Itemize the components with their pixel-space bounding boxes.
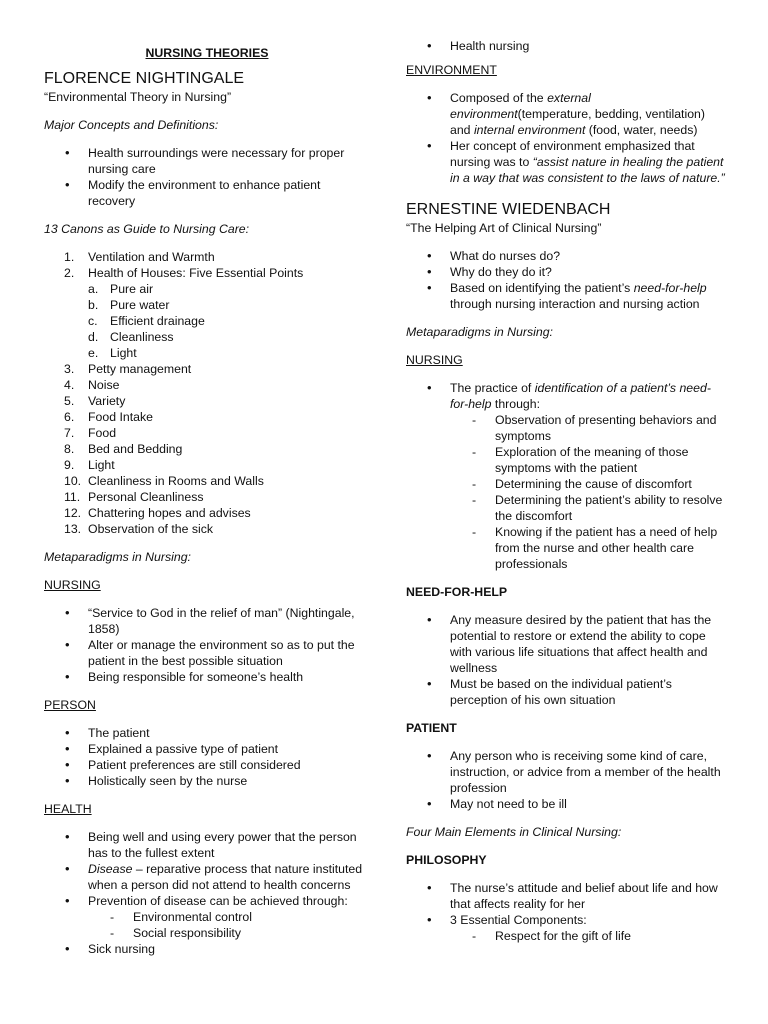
list-item: b. Pure water [88,298,170,312]
left-column [44,0,370,957]
list-item: • The practice of identification of a patient’s need-for-help through: - Observation of presenting behaviors and symptoms - Exploration of the meaning of those symptoms with the patient - Determining the cause of discomfort - Determining the patient’s ability to resolve the discomfort - Knowing if the patient has a need of help from the nurse and other health care professionals [450,380,728,572]
list-item: • Composed of the external environment(temperature, bedding, ventilation) and internal environment (food, water, needs) [450,90,728,138]
list-item: a. Pure air [88,282,154,296]
list-item: • Alter or manage the environment so as to put the patient in the best possible situation [88,637,370,669]
list-item: 13. Observation of the sick [64,522,214,536]
canons-heading: 13 Canons as Guide to Nursing Care: [44,222,250,236]
list-item: • Patient preferences are still considered [88,757,370,773]
list-item: 8. Bed and Bedding [64,442,183,456]
patient-list [406,748,728,812]
nursing-list [406,380,728,572]
theory-subtitle: “The Helping Art of Clinical Nursing” [406,221,602,235]
list-item: • Being responsible for someone’s health [88,669,370,685]
list-item: - Determining the patient’s ability to resolve the discomfort [495,492,728,524]
list-item: • Disease – reparative process that nature instituted when a person did not attend to health concerns [88,861,370,893]
metaparadigms-heading: Metaparadigms in Nursing: [44,550,191,564]
health-list-continued [406,38,728,54]
list-item: • Any measure desired by the patient that has the potential to restore or extend the ability to cope with various life situations that affect health and wellness [450,612,728,676]
list-item: • The nurse’s attitude and belief about life and how that affects reality for her [450,880,728,912]
list-item: • “Service to God in the relief of man” (Nightingale, 1858) [88,605,370,637]
list-item: • Prevention of disease can be achieved through: - Environmental control - Social responsibility [88,893,370,941]
person-heading: PERSON [44,698,96,712]
elements-heading: Four Main Elements in Clinical Nursing: [406,825,622,839]
prevention-list [88,909,370,941]
nursing-list [44,605,370,685]
list-item: • Sick nursing [88,941,370,957]
list-item: • The patient [88,725,370,741]
list-item: • Modify the environment to enhance patient recovery [88,177,370,209]
list-item: • Must be based on the individual patient’s perception of his own situation [450,676,728,708]
list-item: • Based on identifying the patient’s need-for-help through nursing interaction and nursing action [450,280,728,312]
environment-list [406,90,728,186]
person-list [44,725,370,789]
list-item: 7. Food [64,426,117,440]
list-item: • May not need to be ill [450,796,728,812]
document-title: NURSING THEORIES [145,46,269,60]
metaparadigms-heading: Metaparadigms in Nursing: [406,325,553,339]
theorist-name-wiedenbach: ERNESTINE WIEDENBACH [406,201,611,218]
philosophy-list [406,880,728,944]
list-item: • Explained a passive type of patient [88,741,370,757]
concepts-list [44,145,370,209]
concepts-heading: Major Concepts and Definitions: [44,118,219,132]
list-item: c. Efficient drainage [88,314,205,328]
philosophy-heading: PHILOSOPHY [406,853,487,867]
list-item: • Being well and using every power that the person has to the fullest extent [88,829,370,861]
list-item: • What do nurses do? [450,248,728,264]
list-item: 6. Food Intake [64,410,153,424]
nursing-heading: NURSING [44,578,101,592]
list-item: - Observation of presenting behaviors and symptoms [495,412,728,444]
need-for-help-list [406,612,728,708]
list-item: 2. Health of Houses: Five Essential Points a. Pure air b. Pure water c. Efficient drainage d. Cleanliness e. Light [88,265,370,361]
list-item: • Health nursing [450,38,728,54]
list-item: - Respect for the gift of life [495,928,728,944]
list-item: - Social responsibility [133,925,370,941]
nursing-heading: NURSING [406,353,463,367]
canons-list [44,249,370,537]
list-item: - Environmental control [133,909,370,925]
right-column [406,0,728,944]
house-points-list [88,281,370,361]
list-item: • Her concept of environment emphasized that nursing was to “assist nature in healing the patient in a way that was consistent to the laws of nature.” [450,138,728,186]
list-item: 12. Chattering hopes and advises [64,506,251,520]
list-item: - Knowing if the patient has a need of help from the nurse and other health care professionals [495,524,728,572]
list-item: 11. Personal Cleanliness [64,490,204,504]
need-for-help-heading: NEED-FOR-HELP [406,585,508,599]
list-item: • Holistically seen by the nurse [88,773,370,789]
list-item: • Why do they do it? [450,264,728,280]
health-heading: HEALTH [44,802,92,816]
list-item: • Health surroundings were necessary for proper nursing care [88,145,370,177]
list-item: • Any person who is receiving some kind of care, instruction, or advice from a member of the health profession [450,748,728,796]
practice-list [450,412,728,572]
list-item: - Determining the cause of discomfort [495,476,728,492]
environment-heading: ENVIRONMENT [406,63,497,77]
list-item: 10. Cleanliness in Rooms and Walls [64,474,264,488]
list-item: 9. Light [64,458,115,472]
list-item: e. Light [88,346,137,360]
list-item: 1. Ventilation and Warmth [64,250,215,264]
list-item: 4. Noise [64,378,120,392]
list-item: 5. Variety [64,394,126,408]
list-item: • 3 Essential Components: - Respect for the gift of life [450,912,728,944]
list-item: 3. Petty management [64,362,192,376]
patient-heading: PATIENT [406,721,457,735]
components-list [450,928,728,944]
intro-list [406,248,728,312]
theorist-name-nightingale: FLORENCE NIGHTINGALE [44,70,245,87]
list-item: d. Cleanliness [88,330,174,344]
list-item: - Exploration of the meaning of those symptoms with the patient [495,444,728,476]
health-list [44,829,370,957]
theory-subtitle: “Environmental Theory in Nursing” [44,90,232,104]
